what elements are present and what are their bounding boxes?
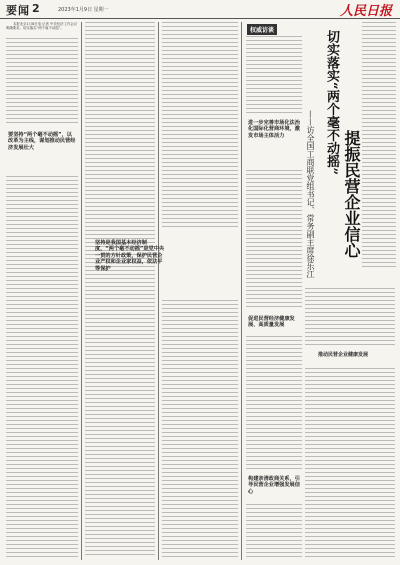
section-title: 要闻 bbox=[6, 4, 30, 17]
text-block bbox=[246, 504, 302, 560]
text-block bbox=[305, 288, 395, 348]
text-block bbox=[6, 38, 78, 128]
column-divider bbox=[81, 22, 82, 560]
section-subhead: 推动民营企业健康发展 bbox=[318, 352, 369, 358]
headline-subtitle: ——访全国工商联党组书记、常务副主席徐乐江 bbox=[306, 110, 315, 278]
text-block bbox=[246, 170, 302, 310]
right-pull-quote: 进一步完善市场化法治化国际化营商环境，激发市场主体活力 bbox=[248, 120, 300, 139]
bottom-pull-quote: 构建亲清政商关系，引导民营企业增强发展信心 bbox=[248, 476, 300, 495]
date-line: 2023年1月9日 星期一 bbox=[58, 7, 109, 13]
text-block bbox=[162, 300, 238, 560]
text-block bbox=[162, 22, 238, 232]
newspaper-logo: 人民日报 bbox=[339, 4, 392, 19]
pull-quote: 要坚持“两个毫不动摇”，以改革为主线，谋划推动民营经济发展壮大 bbox=[8, 132, 76, 151]
center-pull-quote: 坚持是我国基本经济制度，“两个毫不动摇”是党中央一贯的方针政策，保护民营企业产权和企业家权益，依法平等保护 bbox=[95, 240, 165, 272]
text-block bbox=[362, 22, 396, 272]
column-divider bbox=[158, 22, 159, 560]
text-block bbox=[85, 22, 155, 560]
page-header bbox=[0, 0, 400, 19]
mid-pull-quote: 促进民营经济健康发展、高质量发展 bbox=[248, 316, 295, 329]
text-block bbox=[305, 368, 395, 560]
page-number: 2 bbox=[32, 2, 40, 15]
headline-line-1: 切实落实“两个毫不动摇” bbox=[324, 30, 339, 175]
headline-line-2: 提振民营企业信心 bbox=[342, 130, 361, 258]
text-block bbox=[6, 176, 78, 560]
text-block bbox=[246, 336, 302, 472]
text-block bbox=[246, 36, 302, 116]
column-badge: 权威访谈 bbox=[247, 24, 277, 35]
lead-paragraph: 本报北京1月8日电 记者 中央经济工作会议明确要求，切实落实“两个毫不动摇”。 bbox=[6, 22, 78, 31]
column-divider bbox=[241, 22, 242, 560]
